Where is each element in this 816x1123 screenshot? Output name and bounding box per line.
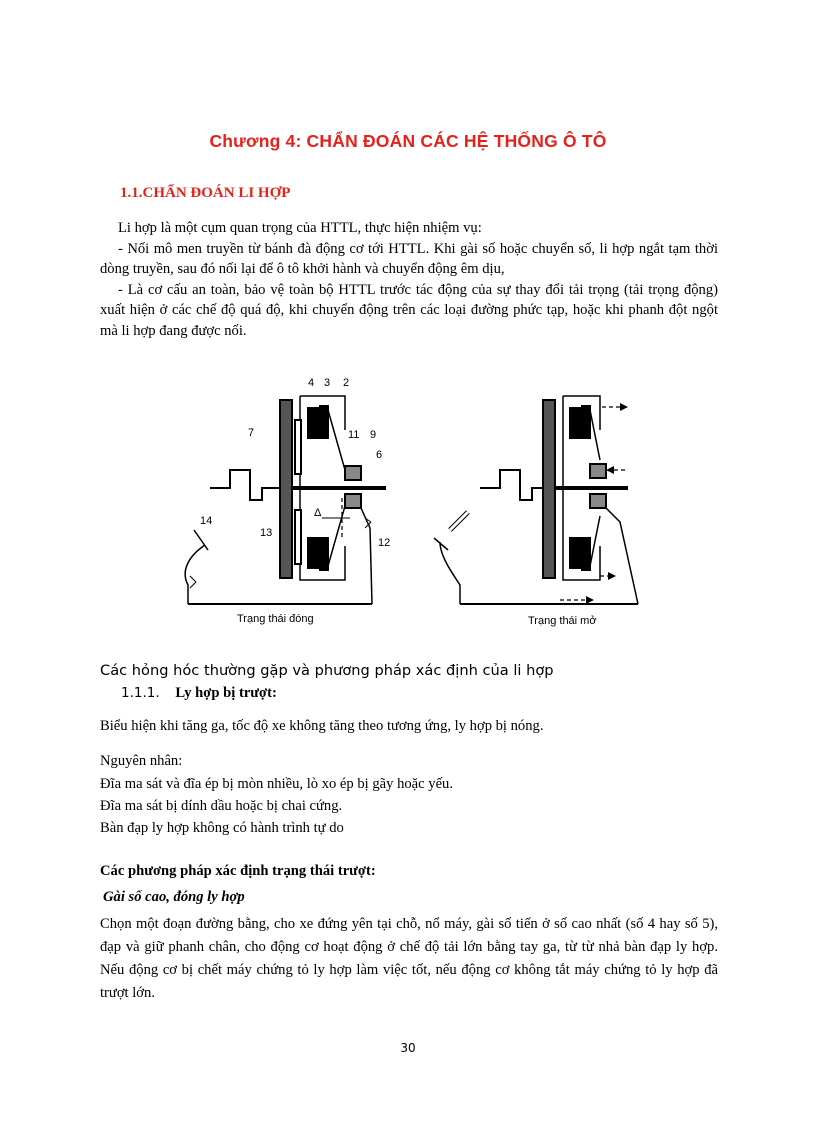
label-11: 11	[348, 429, 360, 441]
page-number: 30	[400, 1041, 416, 1055]
section-title: 1.1.CHẨN ĐOÁN LI HỢP	[120, 185, 291, 201]
intro-line: Li hợp là một cụm quan trọng của HTTL, thực hiện nhiệm vụ:	[118, 220, 482, 236]
causes-label: Nguyên nhân:	[100, 753, 183, 769]
label-12: 12	[378, 537, 391, 549]
intro-paragraph	[100, 218, 718, 341]
methods-heading: Các phương pháp xác định trạng thái trượt:	[100, 863, 376, 879]
cause-item: Đĩa ma sát và đĩa ép bị mòn nhiều, lò xo ép bị gãy hoặc yếu.	[100, 776, 453, 792]
faults-heading: Các hỏng hóc thường gặp và phương pháp xác định của li hợp	[100, 662, 554, 679]
label-9: 9	[370, 429, 377, 441]
method-1-paragraph	[100, 913, 718, 1005]
caption-open-state: Trạng thái mở	[528, 615, 597, 627]
open-state-diagram	[434, 396, 638, 604]
cause-item: Đĩa ma sát bị dính dầu hoặc bị chai cứng.	[100, 798, 343, 814]
intro-bullet-2: - Là cơ cấu an toàn, bảo vệ toàn bộ HTTL trước tác động của sự thay đổi tải trọng (tải trọng động) xuất hiện ở các chế độ quá độ, khi chuyển động trên các loại đường phức tạp, hoặc khi phanh đột ngột mà li hợp đang được nối.	[100, 281, 718, 339]
label-6: 6	[376, 449, 383, 461]
subsection-title: Ly hợp bị trượt:	[175, 685, 277, 701]
chapter-title: Chương 4: CHẨN ĐOÁN CÁC HỆ THỐNG Ô TÔ	[209, 131, 607, 151]
subsection-heading	[121, 685, 277, 702]
label-7: 7	[248, 427, 255, 439]
flywheel	[280, 400, 292, 578]
label-3: 3	[324, 377, 331, 389]
symptom-text: Biểu hiện khi tăng ga, tốc độ xe không tăng theo tương ứng, ly hợp bị nóng.	[100, 718, 544, 734]
method-1-title: Gài số cao, đóng ly hợp	[103, 889, 245, 905]
method-1-text: Chọn một đoạn đường bằng, cho xe đứng yên tại chỗ, nổ máy, gài số tiến ở số cao nhất (số 4 hay số 5), đạp và giữ phanh chân, cho động cơ hoạt động ở chế độ tải lớn bằng tay ga, từ từ nhả bàn đạp ly hợp. Nếu động cơ bị chết máy chứng tỏ ly hợp làm việc tốt, nếu động cơ không tắt máy chứng tỏ ly hợp đã trượt lớn.	[100, 916, 718, 1001]
label-2: 2	[343, 377, 350, 389]
clutch-diagram	[150, 370, 650, 635]
label-14: 14	[200, 515, 213, 527]
closed-state-diagram	[185, 396, 386, 604]
subsection-number: 1.1.1.	[121, 685, 160, 701]
label-delta: Δ	[314, 507, 322, 519]
intro-bullet-1: - Nối mô men truyền từ bánh đà động cơ tới HTTL. Khi gài số hoặc chuyển số, li hợp ngắt tạm thời dòng truyền, sau đó nối lại để ô tô khởi hành và chuyển động êm dịu,	[100, 240, 718, 277]
caption-closed-state: Trạng thái đóng	[237, 613, 314, 625]
label-4: 4	[308, 377, 315, 389]
cause-item: Bàn đạp ly hợp không có hành trình tự do	[100, 820, 344, 836]
label-13: 13	[260, 527, 273, 539]
